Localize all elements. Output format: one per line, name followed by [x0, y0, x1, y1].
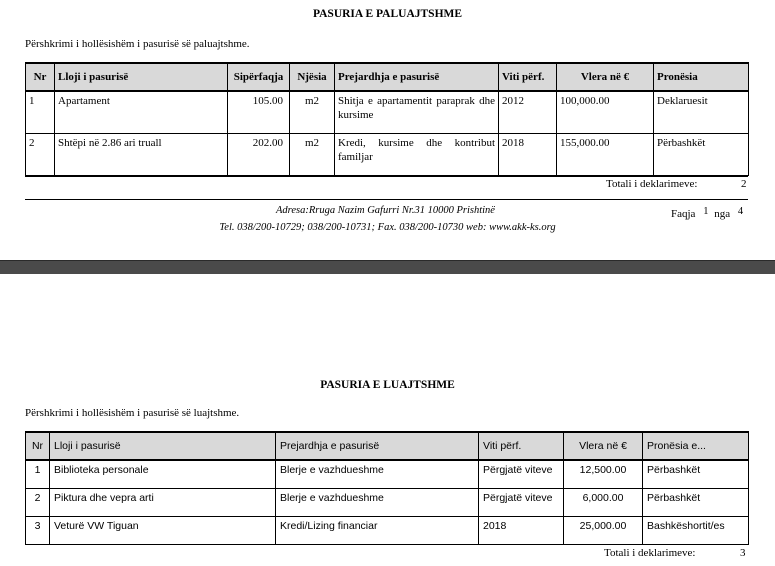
header-origin: Prejardhja e pasurisë [335, 63, 499, 91]
header-nr: Nr [26, 432, 50, 460]
header-year: Viti përf. [479, 432, 564, 460]
cell-value: 100,000.00 [557, 91, 654, 133]
document-page-1 [0, 0, 775, 260]
header-area: Sipërfaqja [228, 63, 290, 91]
table-row [26, 516, 749, 544]
cell-area: 105.00 [228, 91, 290, 133]
footer-rule [25, 199, 748, 200]
section-title-movable: PASURIA E LUAJTSHME [320, 379, 455, 391]
cell-area: 202.00 [228, 133, 290, 175]
header-ownership: Pronësia e... [643, 432, 749, 460]
header-unit: Njësia [290, 63, 335, 91]
cell-year: Përgjatë viteve [479, 460, 564, 488]
page-separator [0, 260, 775, 274]
section-description-immovable: Përshkrimi i hollësishëm i pasurisë së paluajtshme. [25, 38, 250, 50]
total-label: Totali i deklarimeve: [606, 178, 698, 190]
header-type: Lloji i pasurisë [50, 432, 276, 460]
cell-type: Biblioteka personale [50, 460, 276, 488]
cell-year: 2018 [499, 133, 557, 175]
cell-value: 25,000.00 [564, 516, 643, 544]
table-bottom-rule [25, 175, 748, 177]
cell-origin: Shitja e apartamentit paraprak dhe kursime [335, 91, 499, 133]
cell-ownership: Deklaruesit [654, 91, 749, 133]
header-ownership: Pronësia [654, 63, 749, 91]
cell-origin: Kredi/Lizing financiar [276, 516, 479, 544]
cell-year: 2012 [499, 91, 557, 133]
page-total: 4 [737, 206, 744, 217]
cell-origin: Kredi, kursime dhe kontribut familjar [335, 133, 499, 175]
cell-year: 2018 [479, 516, 564, 544]
header-value: Vlera në € [557, 63, 654, 91]
cell-ownership: Përbashkët [643, 460, 749, 488]
page-label: Faqja [671, 208, 696, 220]
footer-contact: Tel. 038/200-10729; 038/200-10731; Fax. 038/200-10730 web: www.akk-ks.org [219, 222, 556, 233]
table-row [26, 91, 749, 133]
cell-type: Apartament [55, 91, 228, 133]
cell-unit: m2 [290, 133, 335, 175]
section-description-movable: Përshkrimi i hollësishëm i pasurisë së luajtshme. [25, 407, 240, 419]
table-row [26, 460, 749, 488]
header-value: Vlera në € [564, 432, 643, 460]
cell-type: Shtëpi në 2.86 ari truall [55, 133, 228, 175]
table-header-row [26, 432, 749, 460]
table-header-row [26, 63, 749, 91]
total-value: 3 [740, 547, 746, 559]
page-of: nga [714, 208, 731, 220]
cell-value: 12,500.00 [564, 460, 643, 488]
cell-value: 6,000.00 [564, 488, 643, 516]
table-row [26, 133, 749, 175]
cell-ownership: Përbashkët [643, 488, 749, 516]
total-label: Totali i deklarimeve: [604, 547, 696, 559]
document-page-2 [0, 274, 775, 566]
page-number [671, 208, 743, 220]
section-title-immovable: PASURIA E PALUAJTSHME [312, 8, 463, 20]
footer-address: Adresa:Rruga Nazim Gafurri Nr.31 10000 Prishtinë [276, 205, 495, 216]
cell-ownership: Bashkëshortit/es [643, 516, 749, 544]
cell-year: Përgjatë viteve [479, 488, 564, 516]
cell-nr: 1 [26, 460, 50, 488]
cell-nr: 2 [26, 133, 55, 175]
cell-nr: 1 [26, 91, 55, 133]
cell-nr: 3 [26, 516, 50, 544]
page-current: 1 [703, 206, 709, 217]
cell-ownership: Përbashkët [654, 133, 749, 175]
table-row [26, 488, 749, 516]
header-nr: Nr [26, 63, 55, 91]
cell-nr: 2 [26, 488, 50, 516]
cell-value: 155,000.00 [557, 133, 654, 175]
header-year: Viti përf. [499, 63, 557, 91]
header-type: Lloji i pasurisë [55, 63, 228, 91]
cell-unit: m2 [290, 91, 335, 133]
cell-origin: Blerje e vazhdueshme [276, 488, 479, 516]
header-origin: Prejardhja e pasurisë [276, 432, 479, 460]
cell-type: Piktura dhe vepra arti [50, 488, 276, 516]
movable-property-table [25, 431, 749, 545]
cell-type: Veturë VW Tiguan [50, 516, 276, 544]
total-value: 2 [741, 178, 747, 190]
cell-origin: Blerje e vazhdueshme [276, 460, 479, 488]
immovable-property-table [25, 62, 749, 176]
